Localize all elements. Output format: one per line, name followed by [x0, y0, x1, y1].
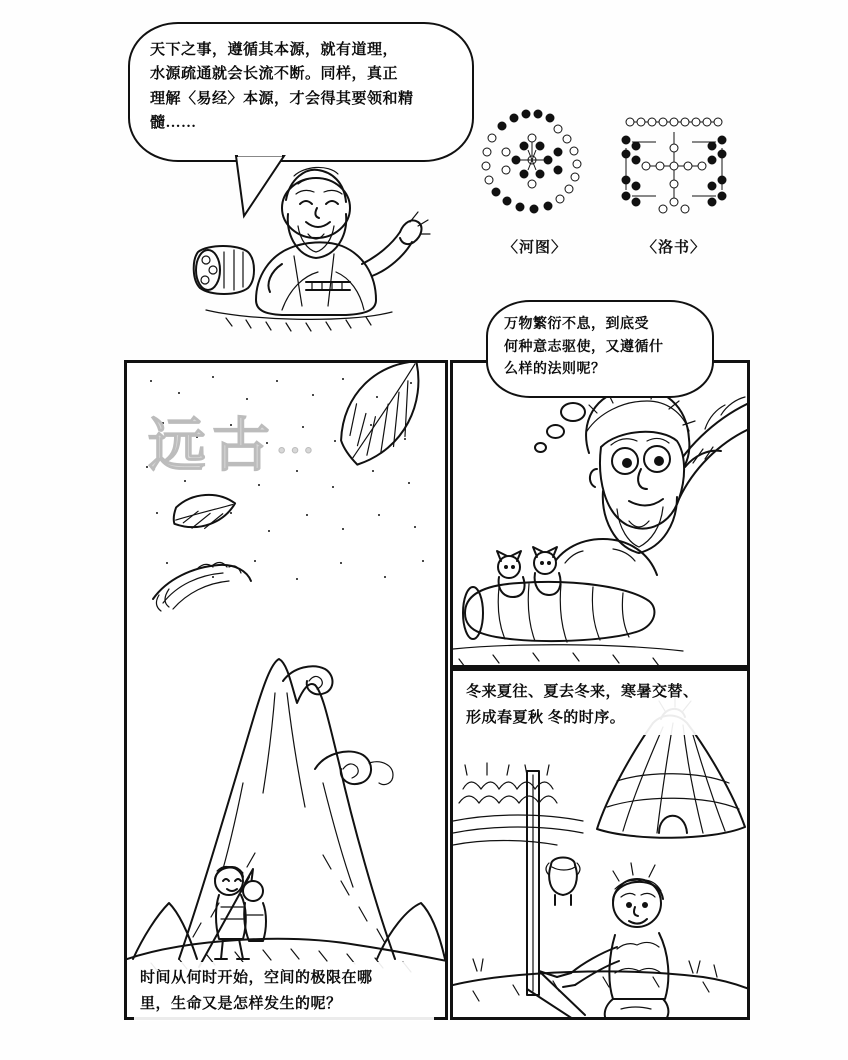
caption-line: 形成春夏秋 冬的时序。	[466, 709, 626, 726]
hetu-caption: 〈河图〉	[502, 240, 567, 256]
balloon-line: 万物繁衍不息，到底受	[504, 317, 649, 332]
caption-line: 时间从何时开始，空间的极限在哪	[140, 970, 373, 986]
panel-left-caption	[134, 962, 434, 1021]
overlay-title-text: 远古	[148, 413, 277, 478]
luoshu-dot-diagram-icon	[608, 108, 740, 230]
caption-line: 冬来夏往、夏去冬来，寒暑交替、	[466, 684, 699, 700]
hetu-dot-diagram-icon	[470, 108, 600, 230]
balloon-line: 么样的法则呢？	[504, 362, 606, 378]
luoshu-caption: 〈洛书〉	[641, 240, 706, 256]
overlay-title-dots: ···	[276, 432, 317, 470]
balloon-line: 髓……	[150, 114, 197, 131]
balloon-line: 水源疏通就会长流不断。同样，真正	[150, 66, 399, 83]
thought-bubble-dot	[546, 424, 565, 439]
panel-right-bottom-caption	[460, 676, 740, 735]
hetu-diagram	[470, 108, 600, 257]
panel-right-top-artwork	[453, 363, 749, 667]
balloon-line: 天下之事，遵循其本源，就有道理，	[150, 42, 399, 58]
balloon-line: 理解〈易经〉本源，才会得其要领和精	[150, 90, 414, 107]
sage-illustration	[186, 160, 466, 330]
balloon-line: 何种意志驱使，又遵循什	[504, 339, 664, 355]
caption-line: 里，生命又是怎样发生的呢？	[140, 995, 342, 1012]
speech-balloon-intro	[128, 22, 474, 162]
comic-panel-right-top	[450, 360, 750, 668]
panel-left-overlay-title	[148, 398, 316, 482]
luoshu-diagram	[608, 108, 740, 257]
thought-bubble-dot	[560, 402, 586, 422]
speech-balloon-question	[486, 300, 714, 398]
thought-bubble-dot	[534, 442, 547, 453]
